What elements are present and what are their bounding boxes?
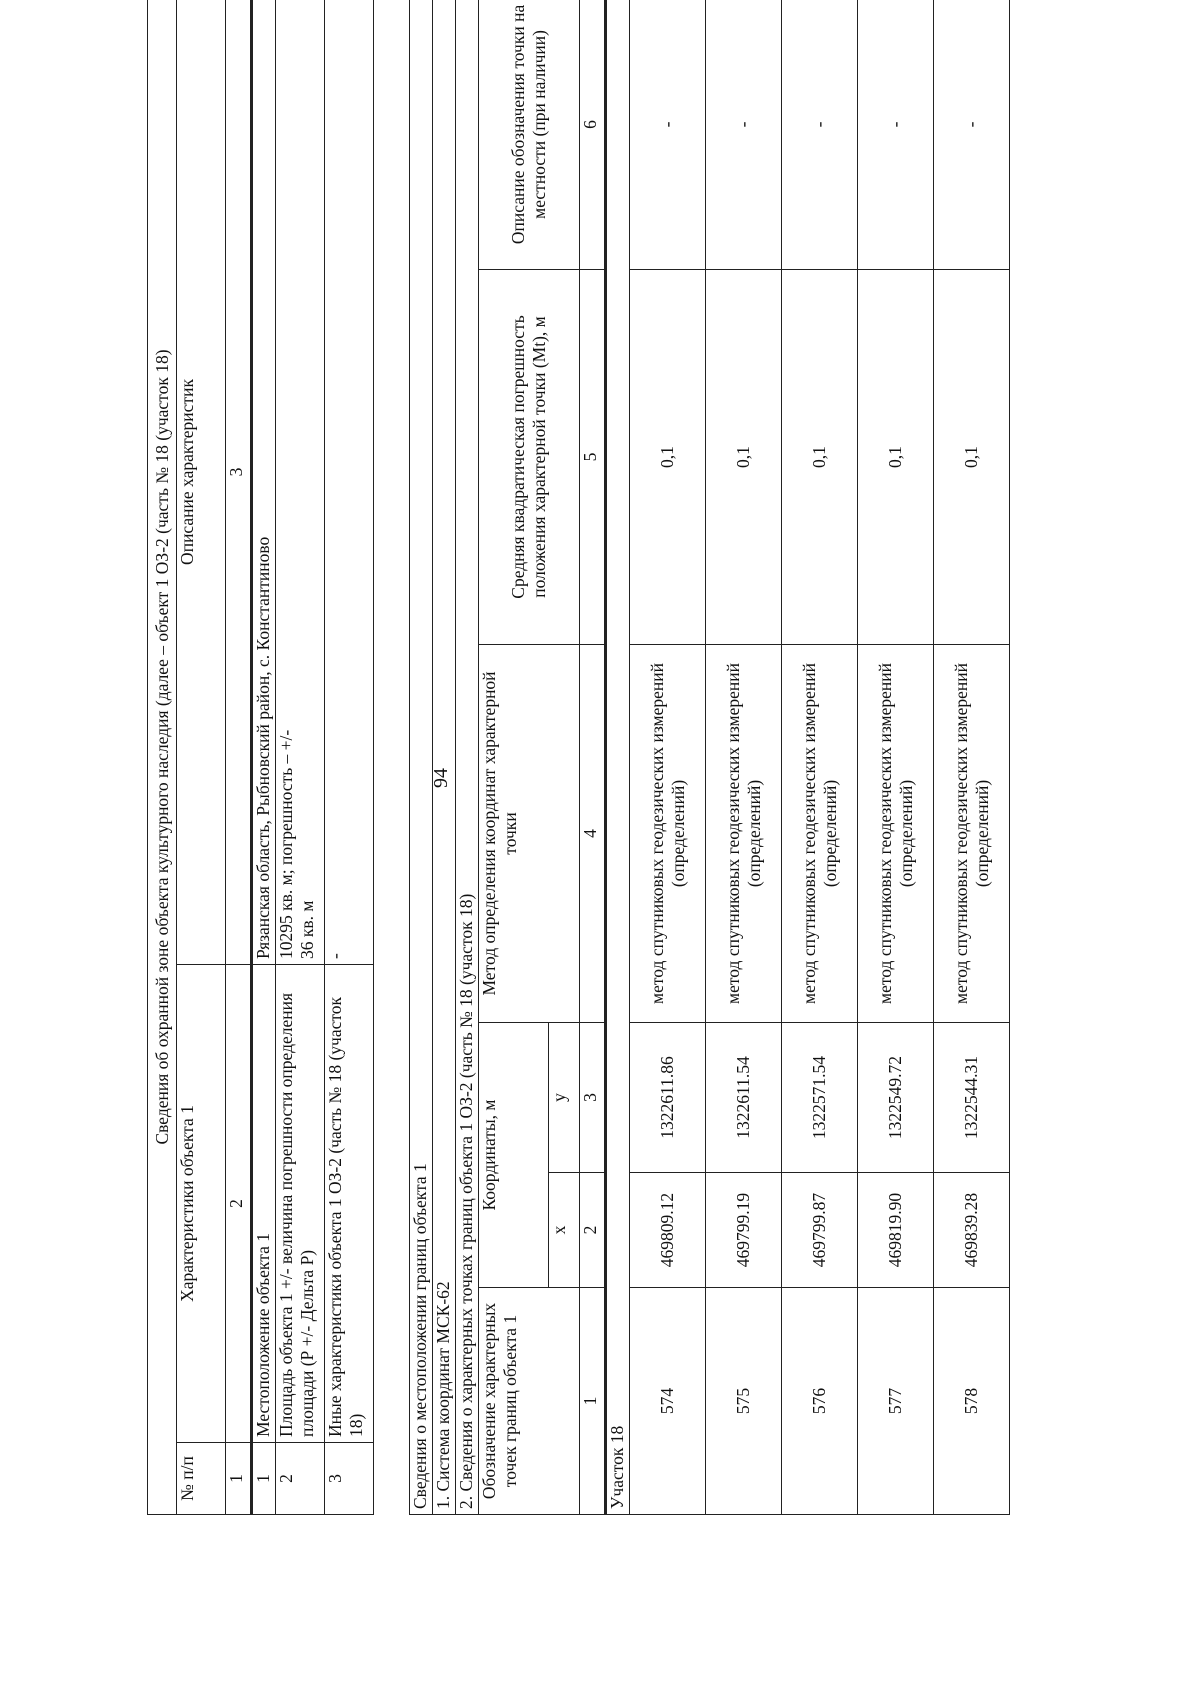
col-number-3: 3 [226, 0, 252, 965]
col-characteristics-header: Характеристики объекта 1 [177, 965, 226, 1443]
col-number-5: 5 [580, 270, 606, 645]
point-x: 469809.12 [630, 1173, 706, 1288]
col-number-1: 1 [226, 1443, 252, 1515]
point-y: 1322611.86 [630, 1023, 706, 1173]
point-method: метод спутниковых геодезических измерений (определений) [934, 645, 1010, 1023]
section2-title: Сведения о местоположении границ объекта 1 [410, 0, 433, 1515]
col-no-header: № п/п [177, 1443, 226, 1515]
point-y: 1322549.72 [858, 1023, 934, 1173]
col-number-1: 1 [580, 1288, 606, 1515]
row-characteristic: Местоположение объекта 1 [252, 965, 276, 1443]
col-number-6: 6 [580, 0, 606, 270]
error-header: Средняя квадратическая погрешность положения характерной точки (Mt), м [479, 270, 580, 645]
point-id: 577 [858, 1288, 934, 1515]
point-error: 0,1 [934, 270, 1010, 645]
coordinate-system: 1. Система координат МСК-62 [433, 0, 456, 1515]
point-error: 0,1 [858, 270, 934, 645]
page-number: 94 [430, 768, 452, 788]
row-no: 3 [325, 1443, 374, 1515]
point-description: - [858, 0, 934, 270]
point-id: 576 [782, 1288, 858, 1515]
point-description-header: Описание обозначения точки на местности (при наличии) [479, 0, 580, 270]
object-characteristics-table [147, 0, 374, 1515]
row-description: Рязанская область, Рыбновский район, с. Константиново [252, 0, 276, 965]
row-description: - [325, 0, 374, 965]
point-x: 469799.87 [782, 1173, 858, 1288]
point-y: 1322571.54 [782, 1023, 858, 1173]
row-description: 10295 кв. м; погрешность – +/- 36 кв. м [276, 0, 325, 965]
designation-header: Обозначение характерных точек границ объекта 1 [479, 1288, 580, 1515]
point-id: 574 [630, 1288, 706, 1515]
coordinates-header: Координаты, м [479, 1023, 549, 1288]
point-y: 1322544.31 [934, 1023, 1010, 1173]
point-error: 0,1 [706, 270, 782, 645]
row-characteristic: Площадь объекта 1 +/- величина погрешности определения площади (Р +/- Дельта Р) [276, 965, 325, 1443]
point-method: метод спутниковых геодезических измерений (определений) [782, 645, 858, 1023]
point-id: 575 [706, 1288, 782, 1515]
point-error: 0,1 [782, 270, 858, 645]
point-description: - [782, 0, 858, 270]
section1-title: Сведения об охранной зоне объекта культурного наследия (далее – объект 1 ОЗ-2 (часть № 18 (участок 18) [148, 0, 177, 1515]
method-header: Метод определения координат характерной точки [479, 645, 580, 1023]
x-header: x [549, 1173, 580, 1288]
point-error: 0,1 [630, 270, 706, 645]
row-no: 1 [252, 1443, 276, 1515]
row-characteristic: Иные характеристики объекта 1 ОЗ-2 (часть № 18 (участок 18) [325, 965, 374, 1443]
row-no: 2 [276, 1443, 325, 1515]
boundary-points-table [409, 0, 1010, 1515]
point-description: - [934, 0, 1010, 270]
points-title: 2. Сведения о характерных точках границ объекта 1 ОЗ-2 (часть № 18 (участок 18) [456, 0, 479, 1515]
col-description-header: Описание характеристик [177, 0, 226, 965]
plot-label: Участок 18 [606, 0, 630, 1515]
point-x: 469819.90 [858, 1173, 934, 1288]
point-description: - [706, 0, 782, 270]
point-description: - [630, 0, 706, 270]
point-x: 469799.19 [706, 1173, 782, 1288]
point-method: метод спутниковых геодезических измерений (определений) [630, 645, 706, 1023]
point-id: 578 [934, 1288, 1010, 1515]
rotated-content [147, 0, 1200, 1515]
point-y: 1322611.54 [706, 1023, 782, 1173]
point-x: 469839.28 [934, 1173, 1010, 1288]
y-header: y [549, 1023, 580, 1173]
col-number-4: 4 [580, 645, 606, 1023]
col-number-2: 2 [580, 1173, 606, 1288]
col-number-2: 2 [226, 965, 252, 1443]
point-method: метод спутниковых геодезических измерений (определений) [706, 645, 782, 1023]
col-number-3: 3 [580, 1023, 606, 1173]
point-method: метод спутниковых геодезических измерений (определений) [858, 645, 934, 1023]
